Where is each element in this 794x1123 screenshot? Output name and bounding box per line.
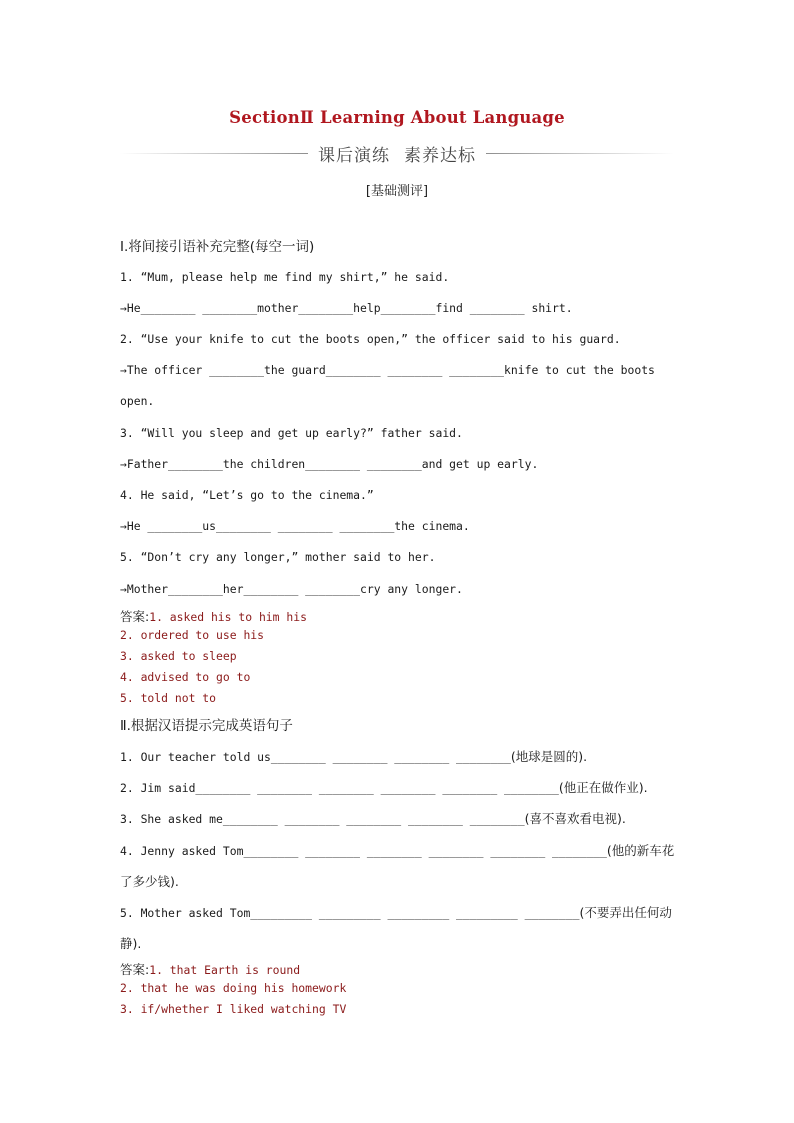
banner-left-label: 课后演练 (318, 145, 390, 166)
part2-line (120, 809, 626, 827)
part2-heading: Ⅱ.根据汉语提示完成英语句子 (120, 718, 293, 734)
part2-line (120, 903, 672, 921)
part2-line (120, 747, 587, 765)
part2-cn: 了多少钱). (120, 874, 179, 889)
part1-line: 3. “Will you sleep and get up early?” father said. (120, 426, 463, 440)
part1-answer: 2. ordered to use his (120, 628, 265, 642)
banner-text (318, 141, 476, 166)
part2-line (120, 872, 179, 890)
answer-text: 1. asked his to him his (149, 610, 307, 624)
part1-answer: 5. told not to (120, 691, 217, 705)
part2-en: 5. Mother asked Tom_________ _________ _________ _________ ________ (120, 906, 580, 920)
part2-cn: (不要弄出任何动 (579, 905, 672, 920)
part1-line: →Mother________her________ ________cry any longer. (120, 582, 463, 596)
part2-cn: (地球是圆的). (510, 749, 588, 764)
banner-right-label: 素养达标 (404, 145, 476, 166)
part1-line: →The officer ________the guard________ ________ ________knife to cut the boots (120, 363, 655, 377)
part1-line: 1. “Mum, please help me find my shirt,” he said. (120, 270, 450, 284)
part2-cn: (他正在做作业). (558, 780, 648, 795)
part1-answer: 4. advised to go to (120, 670, 251, 684)
subheading: [基础测评] (365, 184, 429, 199)
part1-line: →Father________the children________ ________and get up early. (120, 457, 539, 471)
part2-cn: (他的新车花 (606, 843, 675, 858)
part1-answer: 3. asked to sleep (120, 649, 237, 663)
section-banner (120, 140, 674, 166)
part2-line (120, 841, 674, 859)
part2-en: 2. Jim said________ ________ ________ ________ ________ ________ (120, 781, 559, 795)
part1-line: 2. “Use your knife to cut the boots open,” the officer said to his guard. (120, 332, 621, 346)
part2-line (120, 934, 141, 952)
part1-heading: Ⅰ.将间接引语补充完整(每空一词) (120, 239, 315, 255)
banner-left-rule (120, 153, 308, 154)
answer-text: 1. that Earth is round (149, 963, 301, 977)
part1-line: open. (120, 394, 155, 408)
part2-en: 3. She asked me________ ________ ________ ________ ________ (120, 812, 525, 826)
part2-en: 4. Jenny asked Tom________ ________ ________ ________ ________ ________ (120, 844, 607, 858)
part2-answer: 3. if/whether I liked watching TV (120, 1002, 347, 1016)
part1-line: →He ________us________ ________ ________the cinema. (120, 519, 470, 533)
part1-answer (120, 607, 307, 625)
part2-cn: (喜不喜欢看电视). (524, 811, 626, 826)
answer-label: 答案: (120, 609, 150, 624)
part1-line: 4. He said, “Let’s go to the cinema.” (120, 488, 374, 502)
part2-answer: 2. that he was doing his homework (120, 981, 347, 995)
part1-line: →He________ ________mother________help________find ________ shirt. (120, 301, 573, 315)
section-title: SectionⅡ Learning About Language (229, 108, 565, 127)
banner-right-rule (486, 153, 674, 154)
answer-label: 答案: (120, 962, 150, 977)
part2-en: 1. Our teacher told us________ ________ ________ ________ (120, 750, 511, 764)
part2-line (120, 778, 648, 796)
part1-line: 5. “Don’t cry any longer,” mother said to her. (120, 550, 436, 564)
part2-answer (120, 960, 300, 978)
part2-cn: 静). (120, 936, 142, 951)
